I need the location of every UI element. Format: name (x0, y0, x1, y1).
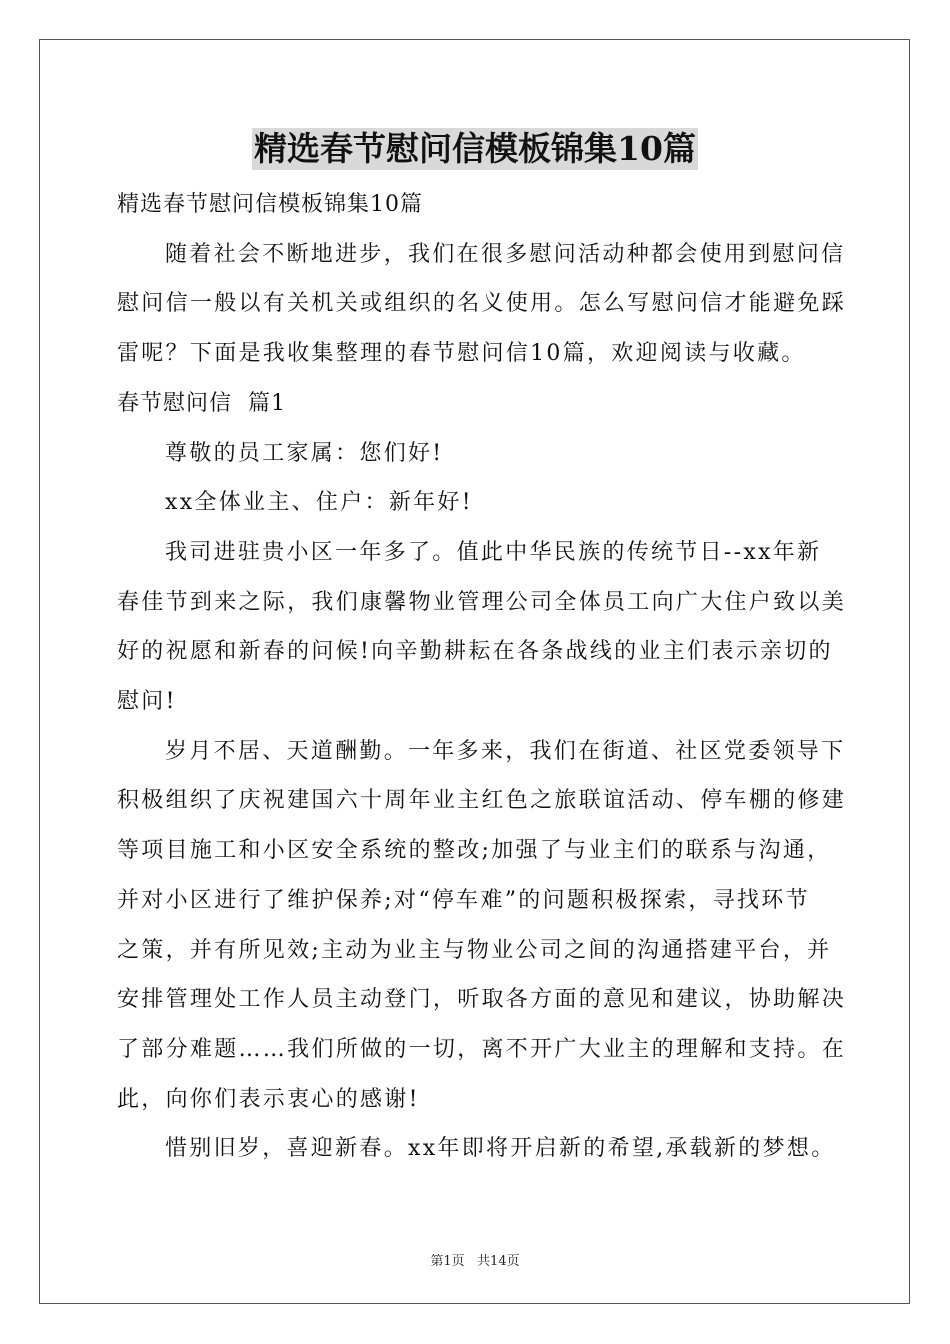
title-container (0, 128, 950, 170)
intro-line: 雷呢？下面是我收集整理的春节慰问信10篇，欢迎阅读与收藏。 (117, 341, 806, 367)
document-title: 精选春节慰问信模板锦集10篇 (254, 129, 696, 168)
paragraph-line: 此，向你们表示衷心的感谢! (117, 1086, 420, 1112)
paragraph-line: 我司进驻贵小区一年多了。值此中华民族的传统节日--xx年新 (165, 539, 822, 565)
paragraph-line: 之策，并有所见效;主动为业主与物业公司之间的沟通搭建平台，并 (117, 937, 832, 963)
intro-line: 随着社会不断地进步，我们在很多慰问活动种都会使用到慰问信 (165, 241, 846, 267)
paragraph-line: 等项目施工和小区安全系统的整改;加强了与业主们的联系与沟通， (117, 838, 832, 864)
paragraph-line: 积极组织了庆祝建国六十周年业主红色之旅联谊活动、停车棚的修建 (117, 788, 847, 814)
paragraph-line: 了部分难题……我们所做的一切，离不开广大业主的理解和支持。在 (117, 1036, 847, 1062)
greeting-line: xx全体业主、住户：新年好! (165, 490, 473, 516)
section-heading: 春节慰问信 篇1 (117, 390, 286, 416)
page-footer: 第1页 共14页 (430, 1254, 520, 1269)
paragraph-line: 岁月不居、天道酬勤。一年多来，我们在街道、社区党委领导下 (165, 738, 846, 764)
intro-line: 慰问信一般以有关机关或组织的名义使用。怎么写慰问信才能避免踩 (117, 291, 847, 317)
paragraph-line: 慰问! (117, 689, 177, 715)
paragraph-line: 春佳节到来之际，我们康馨物业管理公司全体员工向广大住户致以美 (117, 589, 847, 615)
paragraph-line: 安排管理处工作人员主动登门，听取各方面的意见和建议，协助解决 (117, 987, 847, 1013)
paragraph-line: 好的祝愿和新春的问候!向辛勤耕耘在各条战线的业主们表示亲切的 (117, 639, 833, 665)
paragraph-line: 并对小区进行了维护保养;对“停车难”的问题积极探索，寻找环节 (117, 887, 810, 913)
paragraph-line: 惜别旧岁，喜迎新春。xx年即将开启新的希望,承载新的梦想。 (165, 1136, 836, 1162)
document-body (117, 180, 847, 1174)
greeting-line: 尊敬的员工家属：您们好! (165, 440, 444, 466)
document-subtitle: 精选春节慰问信模板锦集10篇 (117, 192, 423, 217)
